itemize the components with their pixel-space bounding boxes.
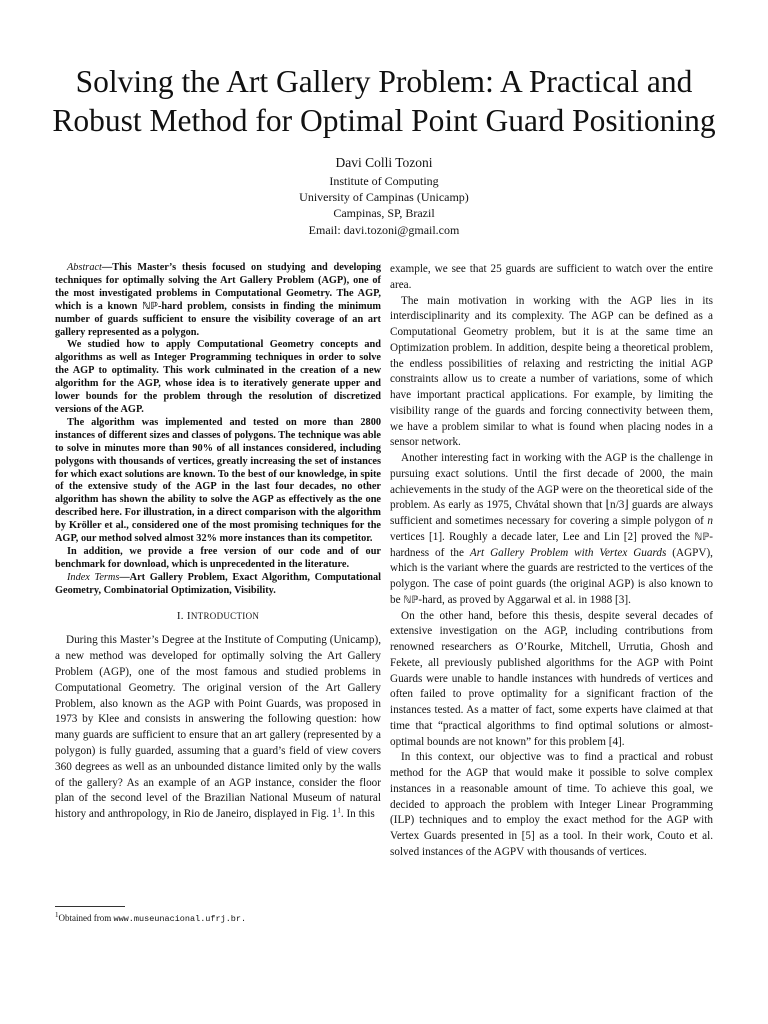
right-paragraph-1: The main motivation in working with the AGP lies in its interdisciplinarity and its complexity. The AGP can be defined as a Computational Geometry problem, but it is at the same time an Optimization problem. In addition, despite being a theoretical problem, the endless possibilities of relaxing and restricting the initial AGP constraints allow us to create a number of variations, some of which have important practical applications. For example, by limiting the visibility range of the guards and forcing connectivity between them, we have a problem similar to what is found when placing nodes in a sensor network. — [390, 294, 713, 449]
np-symbol: ℕℙ — [142, 300, 158, 312]
author-email: Email: davi.tozoni@gmail.com — [308, 222, 460, 237]
abstract-paragraph-3: The algorithm was implemented and tested on more than 2800 instances of different sizes and classes of polygons. The technique was able to solve in minutes more than 90% of all instances considered, including polygons with thousands of vertices, greatly increasing the set of instances for which exact solutions are known. To the best of our knowledge, in spite of the extensive study of the AGP in the last four decades, no other algorithm has shown the ability to solve the AGP as effectively as the one described here. For illustration, in a direct comparison with the algorithm by Kröller et al., considered one of the most promising techniques for the AGP, our method solved almost 32% more instances than its competitor. — [55, 416, 381, 545]
footnote-text: Obtained from — [58, 913, 114, 923]
abstract-lead: Abstract — [67, 262, 102, 273]
footnote-ref: 1 — [337, 806, 341, 815]
index-terms — [55, 572, 381, 598]
title-line-1: Solving the Art Gallery Problem: A Practical and — [75, 64, 693, 99]
section-title-rest: NTRODUCTION — [190, 610, 260, 621]
title-line-2: Robust Method for Optimal Point Guard Positioning — [52, 103, 716, 138]
right-text-2d: -hardness of the — [390, 530, 713, 559]
n-variable: n — [707, 515, 713, 527]
right-paragraph-3: On the other hand, before this thesis, despite several decades of extensive investigation on the AGP, including contributions from renowned researchers as O’Rourke, Mitchell, Urrutia, Ghosh and Fekete, all previously published algorithms for the AGP with Point Guards were unable to handle instances with hundreds of vertices and often failed to prove optimality for a significant fraction of the instances tested. As a matter of fact, some experts have claimed at that time that “practical algorithms to find optimal solutions or almost-optimal bounds are not known” for this problem [4]. — [390, 609, 713, 748]
floor-expression: ⌊n/3⌋ — [605, 499, 629, 512]
right-paragraph-4: In this context, our objective was to find a practical and robust method for the AGP that would make it possible to solve complex instances in a reasonable amount of time. To achieve this goal, we decided to approach the problem with Integer Linear Programming (ILP) techniques and to employ the exact method for the AGP with Vertex Guards presented in [5] as a tool. In their work, Couto et al. solved instances of the AGPV with thousands of vertices. — [390, 751, 713, 858]
abstract-text-1b: -hard problem, consists in finding the minimum number of guards sufficient to ensure the visibility coverage of an art gallery represented as a polygon. — [55, 300, 381, 338]
author-name: Davi Colli Tozoni — [335, 155, 433, 170]
paper-title — [30, 62, 738, 140]
footnote-url: www.museunacional.ufrj.br. — [113, 914, 247, 924]
right-text-2e: (AGPV), which is the variant where the guards are restricted to the vertices of the polygon. The case of point guards (the original AGP) is also known to be — [390, 546, 713, 606]
footnote-rule — [55, 906, 125, 907]
right-column — [390, 262, 713, 861]
np-symbol-3: ℕℙ — [403, 594, 419, 606]
author-block — [0, 153, 768, 238]
index-terms-lead: Index Terms — [67, 571, 120, 583]
abstract-paragraph-1 — [55, 262, 381, 339]
agpv-term: Art Gallery Problem with Vertex Guards — [469, 546, 667, 559]
left-column — [55, 262, 381, 823]
index-terms-text: —Art Gallery Problem, Exact Algorithm, Computational Geometry, Combinatorial Optimization, Visibility. — [55, 571, 381, 596]
abstract-paragraph-4: In addition, we provide a free version of our code and of our benchmark for download, which is unprecedented in the literature. — [55, 545, 381, 570]
section-title-initial: I — [186, 609, 191, 622]
intro-text-1a: During this Master’s Degree at the Institute of Computing (Unicamp), a new method was developed for optimally solving the Art Gallery Problem (AGP), one of the most famous and studied problems in Computational Geometry. The original version of the Art Gallery Problem, also known as the AGP with Point Guards, was proposed in 1973 by Klee and consists in answering the following question: how many guards are sufficient to ensure that an art gallery (represented by a polygon) is fully guarded, assuming that a guard’s field of view covers 360 degrees as well as an unbounded distance limited only by the walls of the gallery? As an example of an AGP instance, consider the floor plan of the second level of the Brazilian National Museum of natural history and anthropology, in Rio de Janeiro, displayed in Fig. 1 — [55, 634, 381, 821]
right-text-2c: vertices [1]. Roughly a decade later, Lee and Lin [2] proved the — [390, 530, 695, 543]
abstract-text-1a: —This Master’s thesis focused on studying and developing techniques for optimally solving the Art Gallery Problem (AGP), one of the most investigated problems in Computational Geometry. The AGP, which is a known — [55, 262, 381, 312]
footnote — [55, 912, 381, 925]
intro-paragraph-1 — [55, 633, 381, 823]
footnote-mark: 1 — [55, 911, 59, 919]
section-heading-introduction — [55, 609, 381, 625]
right-text-2f: -hard, as proved by Aggarwal et al. in 1988 [3]. — [418, 593, 631, 606]
author-institute: Institute of Computing — [329, 174, 439, 188]
right-text-2a: Another interesting fact in working with the AGP is the challenge in pursuing exact solutions. Until the first decade of 2000, the main achievements in the study of the AGP were on the theoretical side of the problem. As early as 1975, Chvátal shown that — [390, 452, 713, 512]
right-paragraph-2 — [390, 451, 713, 609]
right-text-2b: guards are always sufficient and sometimes necessary for covering a simple polygon of — [390, 499, 713, 527]
author-university: University of Campinas (Unicamp) — [299, 190, 469, 205]
abstract-paragraph-2: We studied how to apply Computational Geometry concepts and algorithms as well as Integer Programming techniques in order to solve the AGP to optimality. This work culminated in the creation of a new algorithm for the AGP, whose idea is to iteratively generate upper and lower bounds for the problem through the resolution of discretized versions of the AGP. — [55, 339, 381, 415]
right-paragraph-0: example, we see that 25 guards are sufficient to watch over the entire area. — [390, 263, 713, 291]
section-number: I. — [176, 609, 184, 622]
np-symbol-2: ℕℙ — [694, 531, 710, 543]
intro-text-1b: . In this — [340, 808, 375, 821]
author-location: Campinas, SP, Brazil — [333, 206, 435, 221]
